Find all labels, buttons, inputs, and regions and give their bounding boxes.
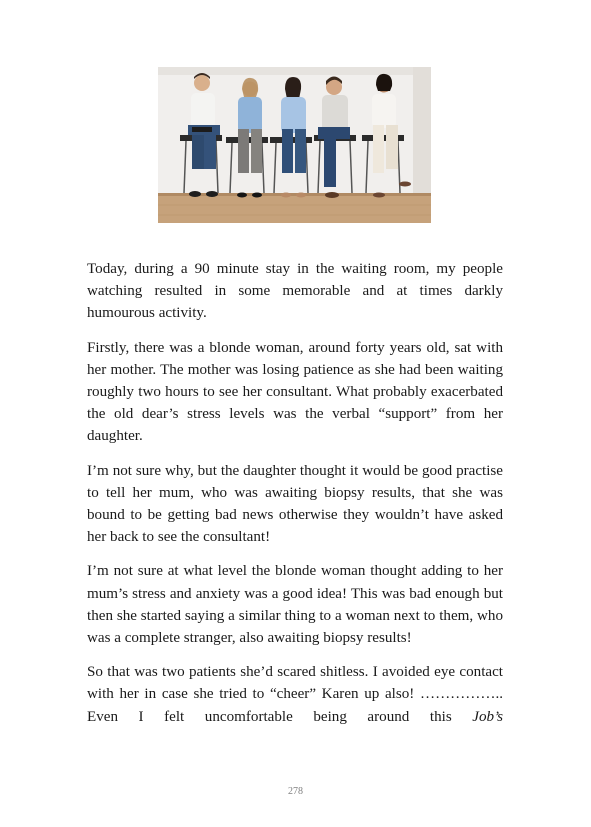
paragraph-5-italic: Job’s (472, 708, 503, 725)
paragraph-4: I’m not sure at what level the blonde woman thought adding to her mum’s stress and anxiety was a good idea! This was bad enough but then she started saying a similar thing to a woman next to them, who was a complete stranger, also awaiting biopsy results! (87, 563, 503, 647)
body-text (87, 258, 503, 740)
paragraph-5 (87, 661, 503, 728)
paragraph-5-text: So that was two patients she’d scared shitless. I avoided eye contact with her in case she tried to “cheer” Karen up also! …………….. Even I felt uncomfortable being around this (87, 664, 503, 725)
paragraph-2: Firstly, there was a blonde woman, around forty years old, sat with her mother. The mother was losing patience as she had been waiting roughly two hours to see her consultant. What probably exacerbated the old dear’s stress levels was the verbal “support” from her daughter. (87, 339, 503, 445)
waiting-room-photo (158, 67, 431, 223)
paragraph-1: Today, during a 90 minute stay in the waiting room, my people watching resulted in some memorable and at times darkly humourous activity. (87, 261, 503, 322)
paragraph-3: I’m not sure why, but the daughter thought it would be good practise to tell her mum, who was awaiting biopsy results, that she was bound to be getting bad news otherwise they wouldn’t have asked her back to see the consultant! (87, 462, 503, 546)
page-number: 278 (288, 786, 303, 797)
